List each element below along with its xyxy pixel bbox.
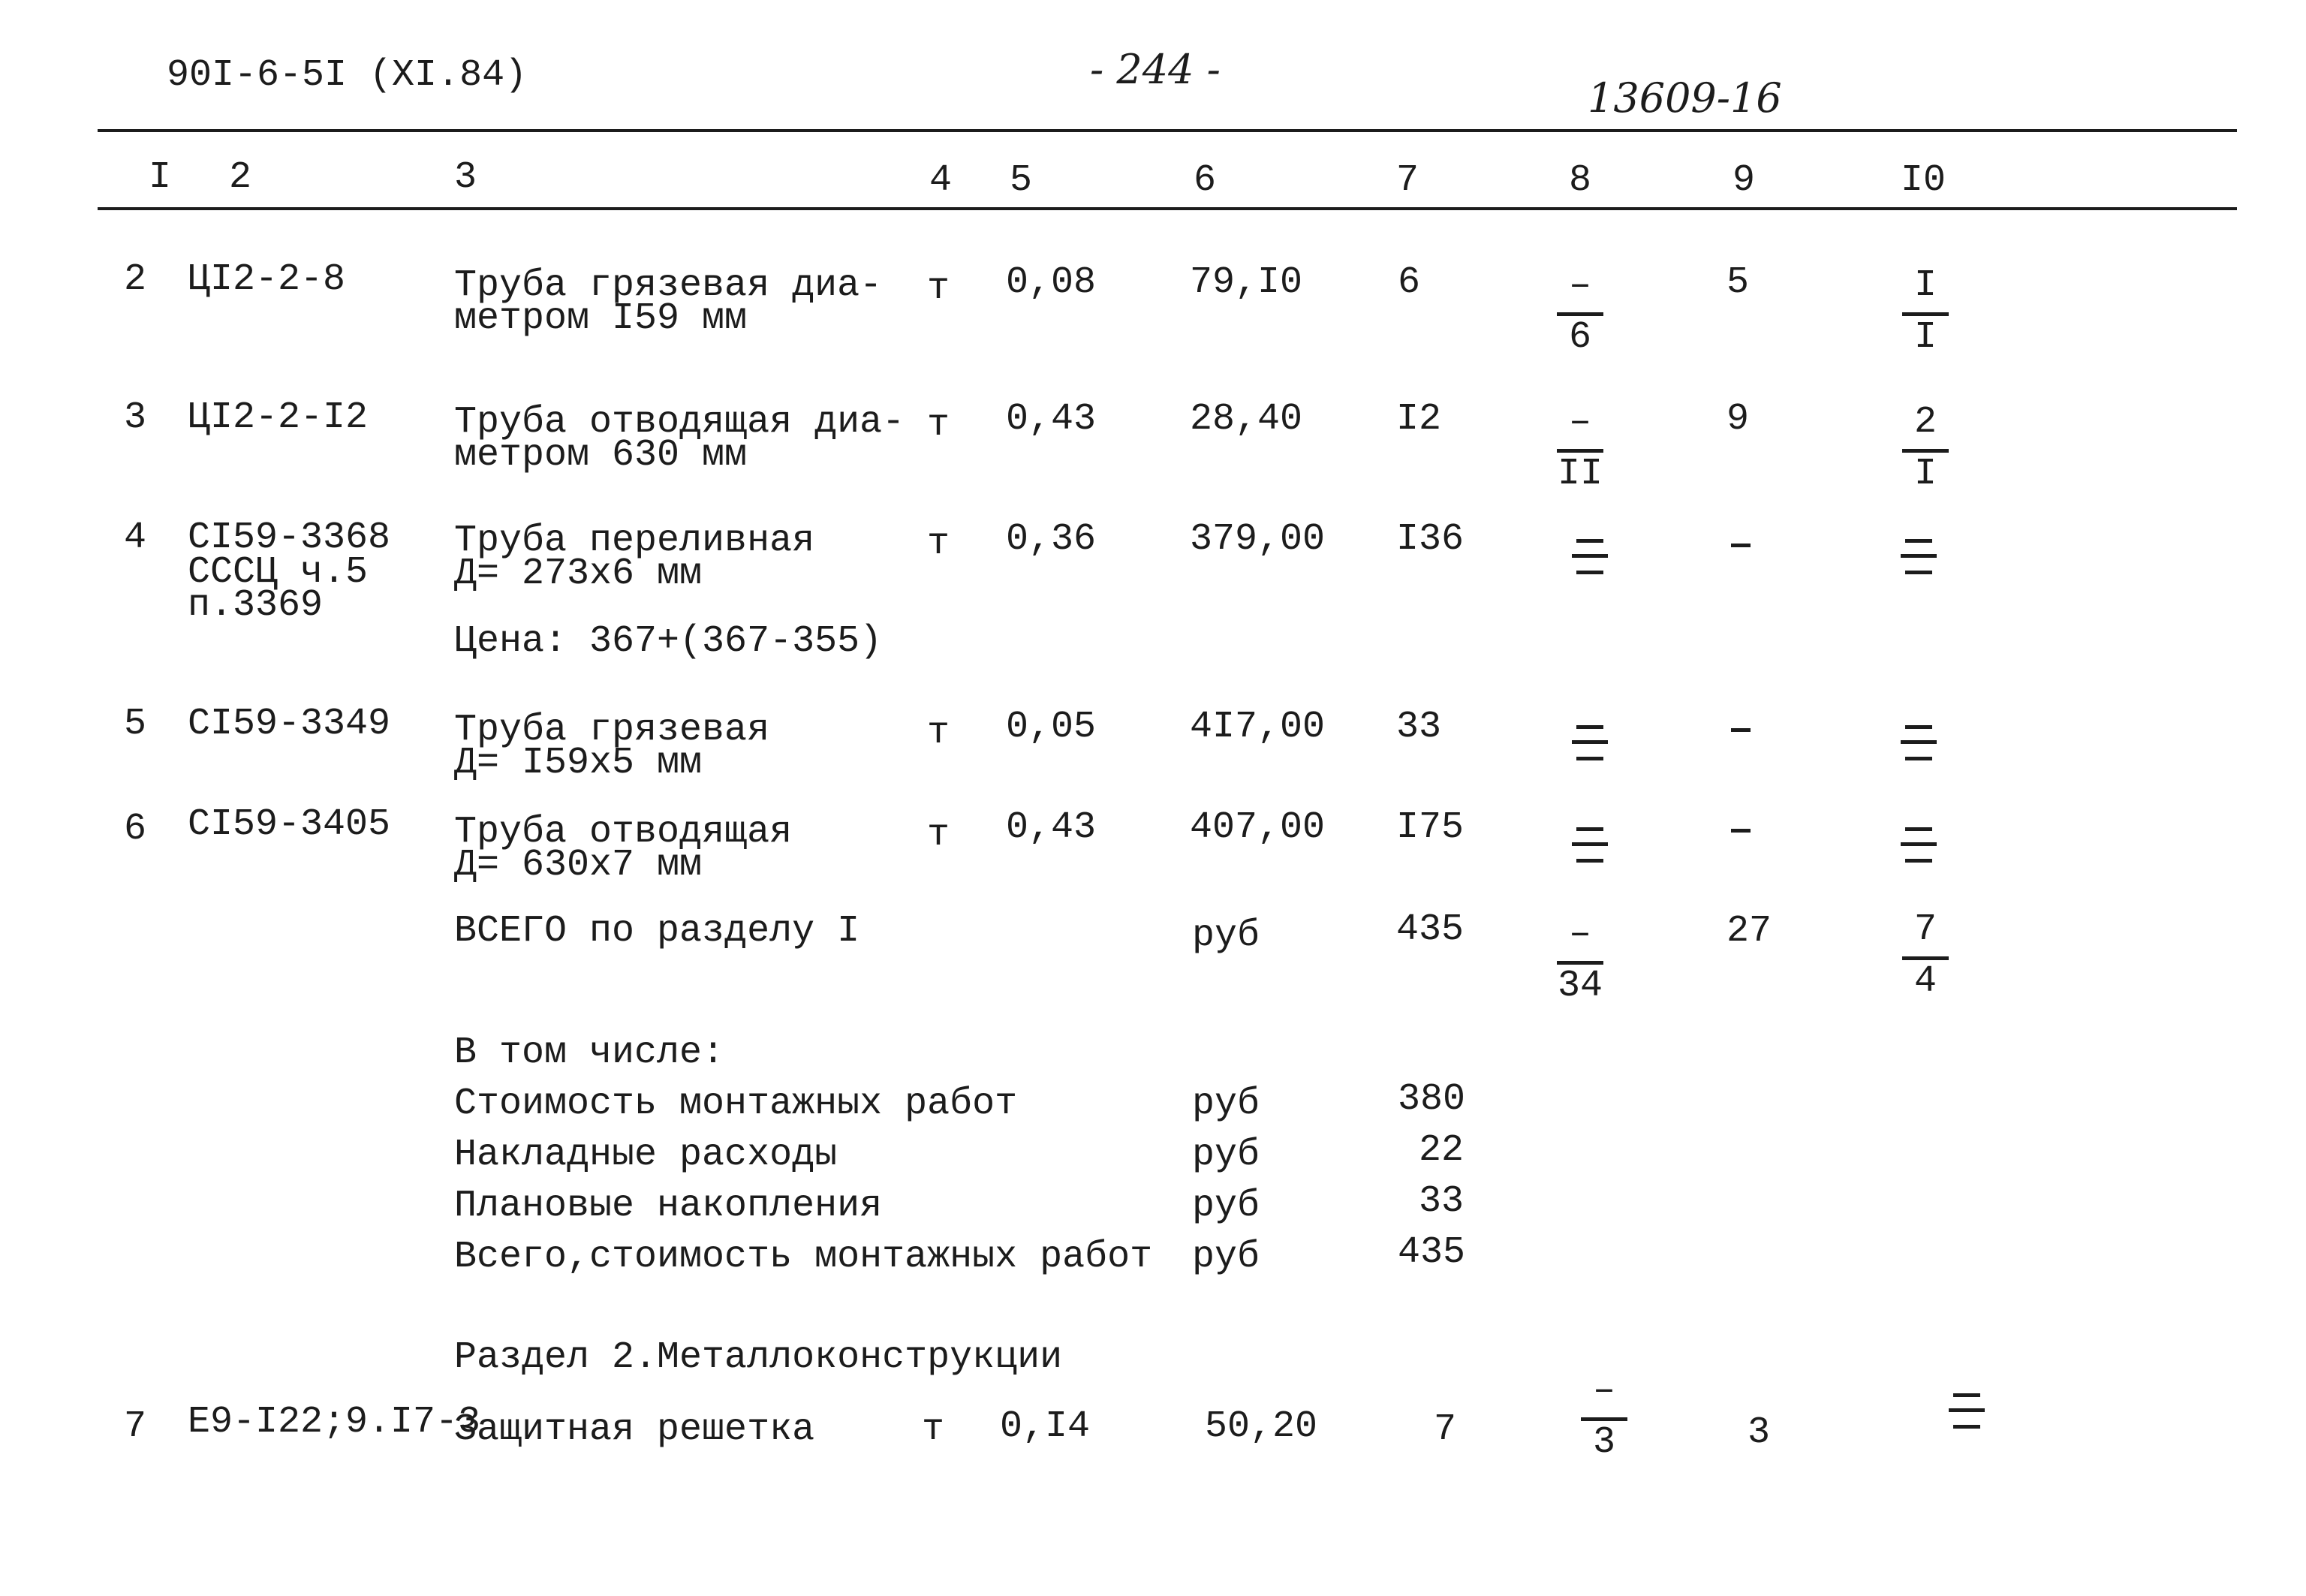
row-description-line2: метром I59 мм <box>454 297 748 340</box>
row-unit: т <box>922 1408 945 1451</box>
row-number: 6 <box>124 808 147 851</box>
row-price: 407,00 <box>1190 806 1326 849</box>
row-code: Е9-I22;9.I7-3 <box>188 1401 481 1444</box>
row-number: 4 <box>124 516 147 559</box>
row-code: СI59-3349 <box>188 703 391 745</box>
row-number: 3 <box>124 396 147 439</box>
row-col10-dash-mark <box>1896 722 1941 767</box>
row-description-line1: Труба переливная <box>454 519 815 562</box>
row-total: I2 <box>1396 398 1442 441</box>
section-total-label: ВСЕГО по разделу I <box>454 910 860 953</box>
section-total-unit: руб <box>1192 914 1260 957</box>
row-total: 7 <box>1434 1408 1457 1451</box>
col-header-7: 7 <box>1396 159 1419 202</box>
fraction-denominator: 4 <box>1913 960 1937 1003</box>
row-col9-dash <box>1731 544 1751 547</box>
row-quantity: 0,05 <box>1006 706 1097 748</box>
row-description: Защитная решетка <box>454 1408 815 1451</box>
row-description-line1: Труба отводящая <box>454 811 793 854</box>
fraction-denominator: I <box>1913 453 1937 495</box>
row-price: 50,20 <box>1205 1405 1318 1448</box>
col-header-4: 4 <box>929 159 953 202</box>
col-header-3: 3 <box>454 156 477 199</box>
page-number: - 244 - <box>1090 46 1221 93</box>
top-rule <box>98 129 2237 132</box>
breakdown-item-unit: руб <box>1192 1083 1260 1125</box>
row-price-note: Цена: 367+(367-355) <box>454 620 883 663</box>
row-total: I36 <box>1396 518 1465 561</box>
fraction-numerator: 7 <box>1913 908 1937 951</box>
breakdown-item-value: 22 <box>1419 1129 1465 1172</box>
section-total-col8-fraction <box>1546 913 1614 1010</box>
fraction-numerator: – <box>1592 1369 1615 1412</box>
col-header-6: 6 <box>1194 159 1217 202</box>
row-unit: т <box>927 522 950 565</box>
row-description-line2: Д= 273х6 мм <box>454 553 703 595</box>
col-header-5: 5 <box>1010 159 1033 202</box>
row-col8-dash-mark <box>1567 536 1612 581</box>
row-col9-dash <box>1731 728 1751 732</box>
breakdown-item-value: 380 <box>1398 1078 1466 1121</box>
row-quantity: 0,36 <box>1006 518 1097 561</box>
breakdown-item-unit: руб <box>1192 1236 1260 1278</box>
row-price: 79,I0 <box>1190 261 1303 304</box>
row-code: ЦI2-2-8 <box>188 258 346 301</box>
col-header-1: I <box>149 156 172 199</box>
section-heading: Раздел 2.Металлоконструкции <box>454 1336 1063 1379</box>
col-header-8: 8 <box>1569 159 1592 202</box>
row-code-line2: СССЦ ч.5 <box>188 551 369 594</box>
fraction-numerator: I <box>1913 264 1937 307</box>
row-col8-fraction <box>1546 264 1614 361</box>
row-description-line1: Труба отводящая диа- <box>454 401 905 444</box>
breakdown-item-value: 435 <box>1398 1231 1466 1274</box>
breakdown-item-label: Накладные расходы <box>454 1134 838 1176</box>
col-header-9: 9 <box>1733 159 1756 202</box>
row-col10-fraction <box>1892 401 1959 498</box>
row-total: 6 <box>1398 261 1421 304</box>
breakdown-heading: В том числе: <box>454 1031 725 1074</box>
row-number: 2 <box>124 258 147 301</box>
breakdown-item-value: 33 <box>1419 1180 1465 1223</box>
row-code: ЦI2-2-I2 <box>188 396 369 439</box>
breakdown-item-unit: руб <box>1192 1134 1260 1176</box>
row-col9-dash <box>1731 829 1751 833</box>
row-description-line1: Труба грязевая <box>454 709 770 751</box>
fraction-numerator: – <box>1568 401 1591 444</box>
row-price: 379,00 <box>1190 518 1326 561</box>
col-header-2: 2 <box>229 156 252 199</box>
row-col10-dash-mark <box>1896 536 1941 581</box>
row-code: СI59-3405 <box>188 803 391 846</box>
fraction-numerator: – <box>1568 913 1591 956</box>
row-total: 33 <box>1396 706 1442 748</box>
row-code-line3: п.3369 <box>188 584 324 627</box>
row-quantity: 0,43 <box>1006 806 1097 849</box>
fraction-denominator: II <box>1557 453 1603 495</box>
section-total-value: 435 <box>1396 908 1465 951</box>
row-col8-fraction <box>1570 1369 1638 1466</box>
row-col10-dash-mark <box>1944 1390 1989 1435</box>
breakdown-item-label: Плановые накопления <box>454 1185 883 1227</box>
col-header-10: I0 <box>1901 159 1946 202</box>
row-description-line1: Труба грязевая диа- <box>454 264 883 307</box>
row-quantity: 0,I4 <box>1000 1405 1091 1448</box>
fraction-denominator: 3 <box>1592 1421 1615 1464</box>
row-col9: 3 <box>1748 1411 1771 1454</box>
row-number: 5 <box>124 703 147 745</box>
row-unit: т <box>927 814 950 857</box>
fraction-denominator: I <box>1913 316 1937 359</box>
row-col8-dash-mark <box>1567 824 1612 869</box>
row-unit: т <box>927 267 950 310</box>
row-quantity: 0,43 <box>1006 398 1097 441</box>
row-col9: 5 <box>1726 261 1750 304</box>
row-description-line2: Д= 630х7 мм <box>454 844 703 887</box>
breakdown-item-unit: руб <box>1192 1185 1260 1227</box>
fraction-numerator: – <box>1568 264 1591 307</box>
row-col8-fraction <box>1546 401 1614 498</box>
row-unit: т <box>927 712 950 754</box>
row-number: 7 <box>124 1405 147 1448</box>
fraction-numerator: 2 <box>1913 401 1937 444</box>
row-price: 4I7,00 <box>1190 706 1326 748</box>
row-col8-dash-mark <box>1567 722 1612 767</box>
row-description-line2: метром 630 мм <box>454 434 748 477</box>
breakdown-item-label: Всего,стоимость монтажных работ <box>454 1236 1153 1278</box>
row-code-line1: СI59-3368 <box>188 516 391 559</box>
document-code: 90I-6-5I (XI.84) <box>167 54 528 97</box>
row-description-line2: Д= I59х5 мм <box>454 742 703 784</box>
header-rule <box>98 207 2237 210</box>
row-col10-dash-mark <box>1896 824 1941 869</box>
row-quantity: 0,08 <box>1006 261 1097 304</box>
breakdown-item-label: Стоимость монтажных работ <box>454 1083 1018 1125</box>
section-total-col10-fraction <box>1892 908 1959 1005</box>
row-col9: 9 <box>1726 398 1750 441</box>
section-total-col9: 27 <box>1726 910 1772 953</box>
row-unit: т <box>927 404 950 447</box>
row-price: 28,40 <box>1190 398 1303 441</box>
fraction-denominator: 34 <box>1557 965 1603 1007</box>
sheet-number: 13609-16 <box>1588 74 1782 122</box>
fraction-denominator: 6 <box>1568 316 1591 359</box>
row-col10-fraction <box>1892 264 1959 361</box>
row-total: I75 <box>1396 806 1465 849</box>
